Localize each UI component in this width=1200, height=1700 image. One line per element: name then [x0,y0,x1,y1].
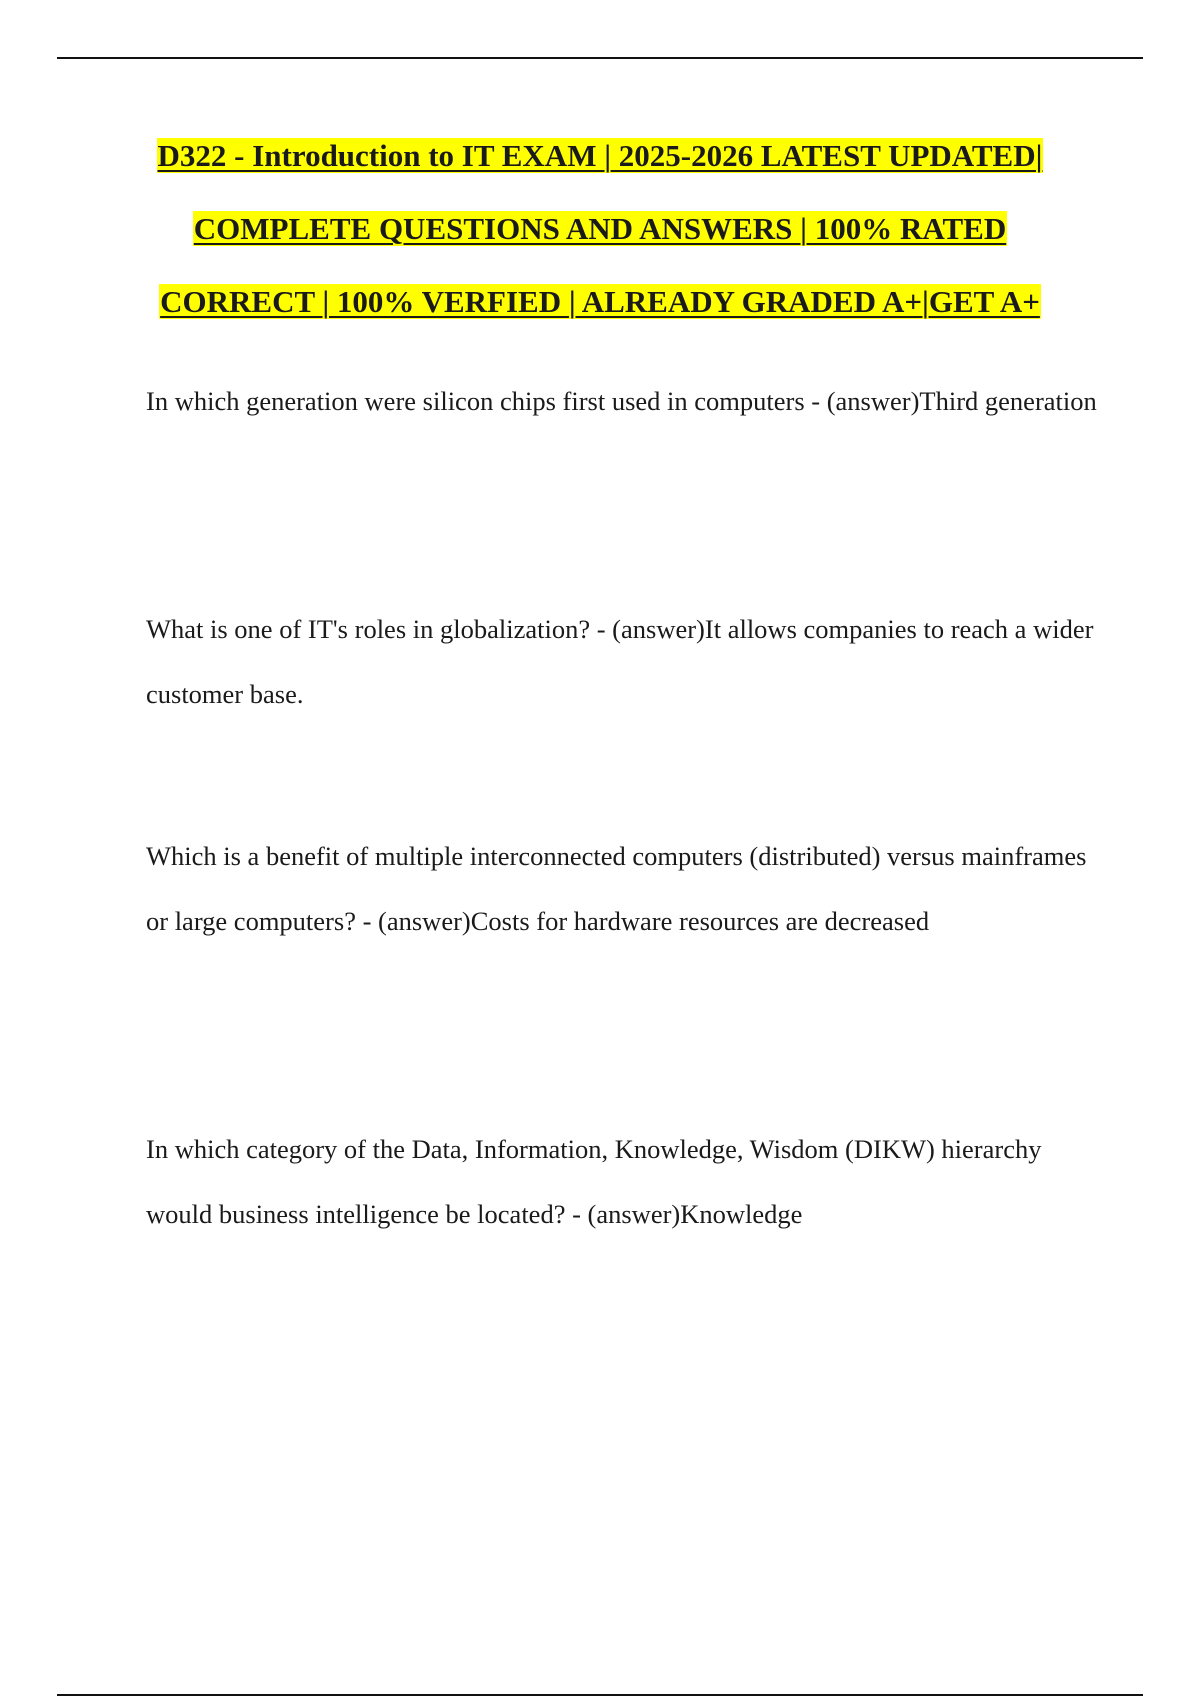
document-title [100,138,1100,320]
qa-item-1: In which generation were silicon chips first used in computers - (answer)Third generation [146,386,1097,416]
footer-rule [57,1694,1143,1696]
qa-item-3: Which is a benefit of multiple interconnected computers (distributed) versus mainframes or large computers? - (answer)Costs for hardware resources are decreased [146,841,1087,936]
qa-item-4: In which category of the Data, Information, Knowledge, Wisdom (DIKW) hierarchy would business intelligence be located? - (answer)Knowledge [146,1134,1042,1229]
title-line-1: D322 - Introduction to IT EXAM | 2025-2026 LATEST UPDATED| [157,138,1043,173]
header-rule [57,57,1143,59]
title-line-2: COMPLETE QUESTIONS AND ANSWERS | 100% RATED [193,211,1007,246]
qa-item-2: What is one of IT's roles in globalization? - (answer)It allows companies to reach a wider customer base. [146,614,1094,709]
title-line-3: CORRECT | 100% VERFIED | ALREADY GRADED A+|GET A+ [160,284,1040,319]
